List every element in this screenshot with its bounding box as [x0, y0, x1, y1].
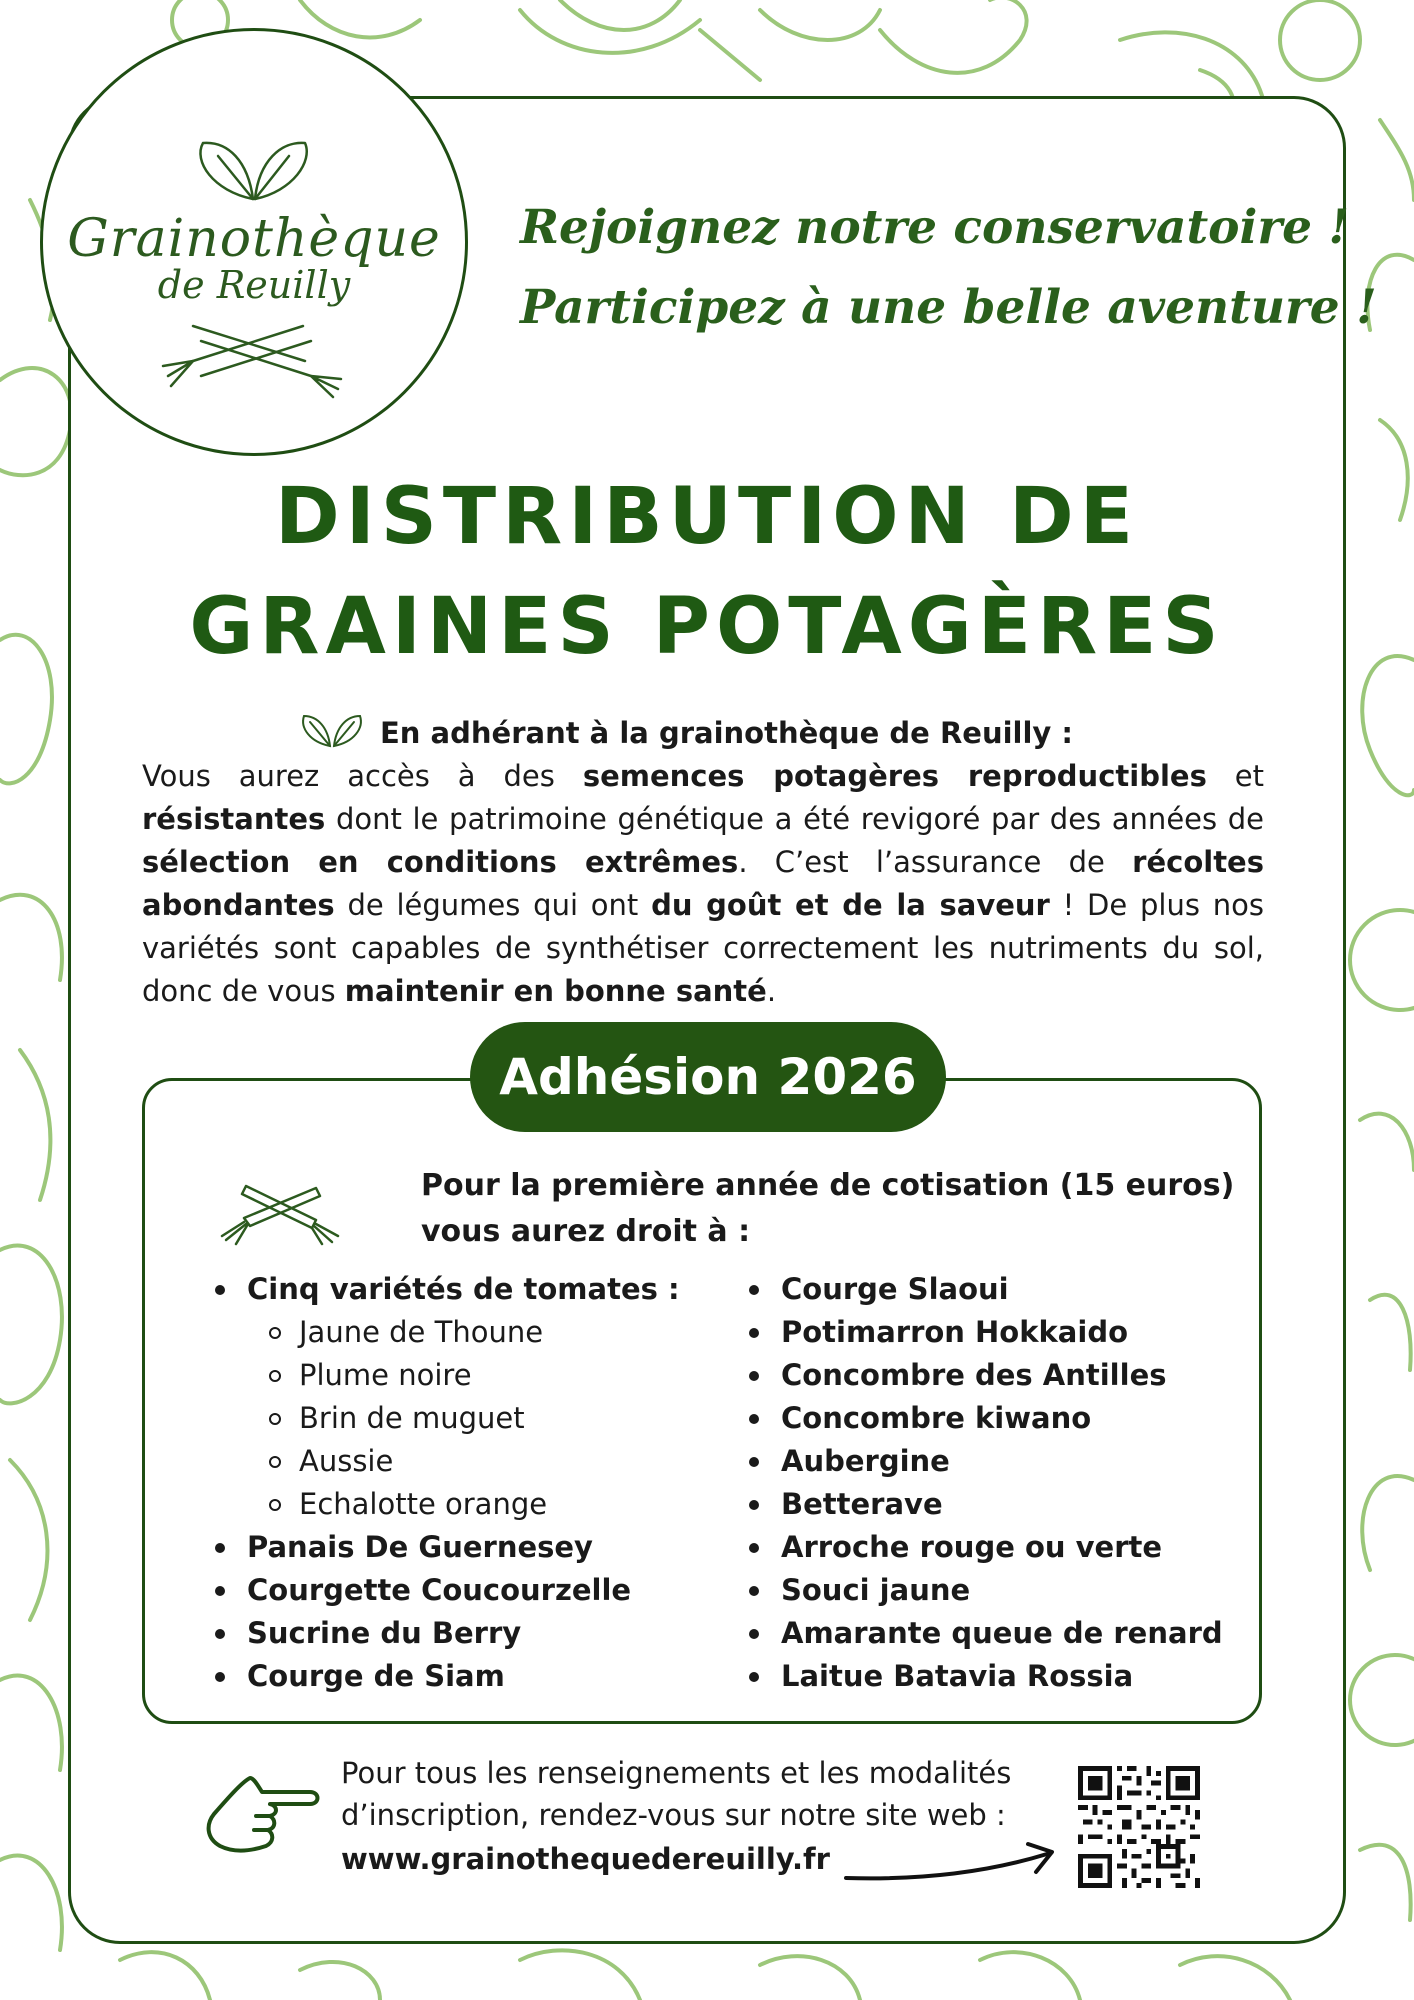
list-item: Courge Slaoui: [741, 1268, 1223, 1311]
pointing-hand-icon: [192, 1758, 322, 1858]
intro-paragraph: Vous aurez accès à des semences potagères reproductibles et résistantes dont le patrimoine génétique a été revigoré par des années de sélection en conditions extrêmes. C’est l’assurance de récoltes abondantes de légumes qui ont du goût et de la saveur ! De plus nos variétés sont capables de synthétiser correctement les nutriments du sol, donc de vous maintenir en bonne santé.: [142, 759, 1264, 1008]
website-link[interactable]: www.grainothequedereuilly.fr: [341, 1842, 830, 1876]
list-item: Concombre kiwano: [741, 1397, 1223, 1440]
logo-name: Grainothèque: [67, 209, 441, 269]
list-subitem: Jaune de Thoune: [207, 1311, 680, 1354]
list-item: Amarante queue de renard: [741, 1612, 1223, 1655]
list-item: Concombre des Antilles: [741, 1354, 1223, 1397]
arrow-icon: [842, 1830, 1062, 1890]
list-subitem: Echalotte orange: [207, 1483, 680, 1526]
offer-line-2: vous aurez droit à :: [421, 1214, 751, 1249]
list-item: Souci jaune: [741, 1569, 1223, 1612]
list-item: Betterave: [741, 1483, 1223, 1526]
list-item: Aubergine: [741, 1440, 1223, 1483]
list-subitem: Plume noire: [207, 1354, 680, 1397]
slogan-adventure: Participez à une belle aventure !: [520, 280, 1377, 335]
page-title-line-2: GRAINES POTAGÈRES: [189, 582, 1225, 672]
carrots-icon: [216, 1166, 346, 1246]
list-item: Courgette Coucourzelle: [207, 1569, 680, 1612]
intro-heading: En adhérant à la grainothèque de Reuilly :: [380, 716, 1074, 750]
footer-line-1: Pour tous les renseignements et les modalités: [341, 1756, 1012, 1790]
list-subitem: Brin de muguet: [207, 1397, 680, 1440]
list-item: Arroche rouge ou verte: [741, 1526, 1223, 1569]
seed-list-right: [741, 1268, 1223, 1698]
qr-code[interactable]: [1078, 1766, 1200, 1888]
logo-subname: de Reuilly: [157, 263, 351, 307]
list-item: Panais De Guernesey: [207, 1526, 680, 1569]
list-item: Sucrine du Berry: [207, 1612, 680, 1655]
logo-badge: [40, 28, 468, 456]
leaf-icon: [294, 706, 370, 752]
list-item: Courge de Siam: [207, 1655, 680, 1698]
offer-line-1: Pour la première année de cotisation (15 euros): [421, 1168, 1235, 1203]
list-item: Cinq variétés de tomates :: [207, 1268, 680, 1311]
list-item: Laitue Batavia Rossia: [741, 1655, 1223, 1698]
seed-list-left: [207, 1268, 680, 1698]
list-item: Potimarron Hokkaido: [741, 1311, 1223, 1354]
adhesion-badge: Adhésion 2026: [470, 1022, 946, 1132]
footer-line-2: d’inscription, rendez-vous sur notre site web :: [341, 1798, 1006, 1832]
slogan-join: Rejoignez notre conservatoire !: [520, 200, 1350, 255]
list-subitem: Aussie: [207, 1440, 680, 1483]
page-title-line-1: DISTRIBUTION DE: [274, 472, 1140, 562]
